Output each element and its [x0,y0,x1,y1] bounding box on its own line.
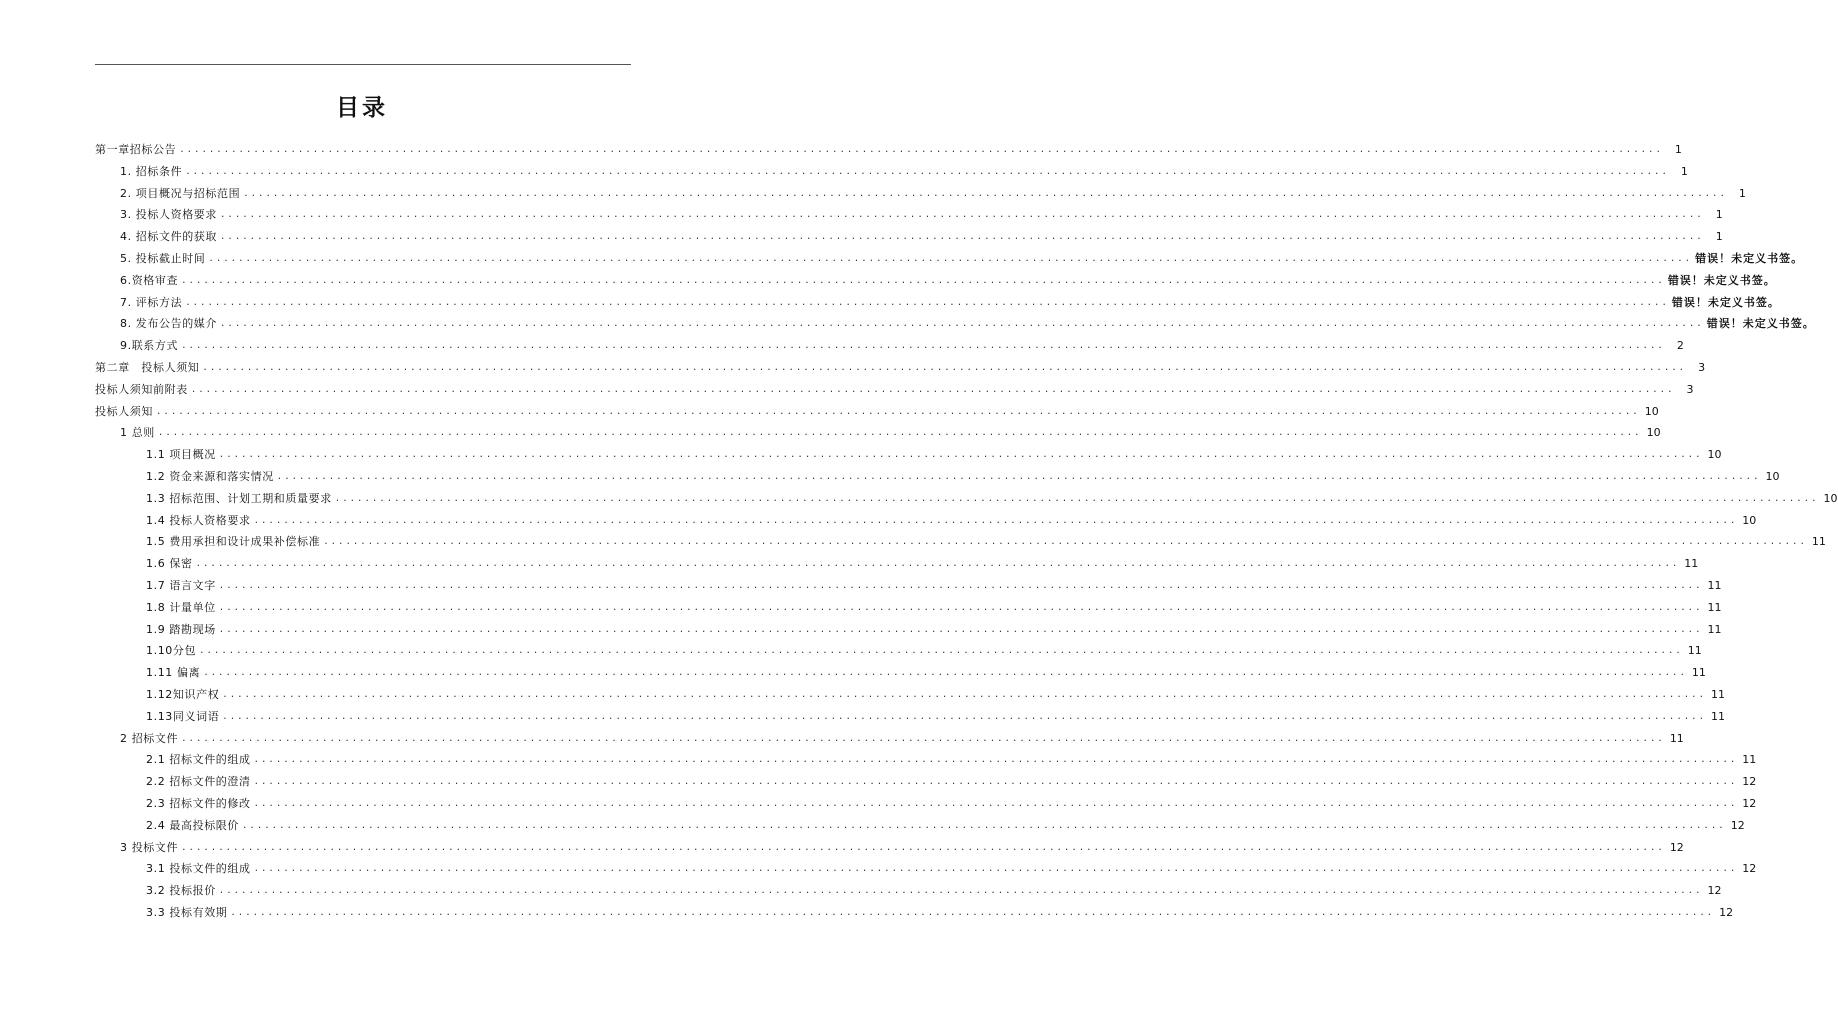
toc-leader-dots: ........................................................................................................................................................................................................ [220,319,1704,330]
toc-entry-label: 1.11 偏离 [146,666,201,680]
toc-entry-page: 11 [1707,622,1722,636]
toc-entry-page: 11 [1684,557,1699,571]
toc-entry-label: 投标人须知前附表 [95,382,188,396]
toc-leader-dots: ........................................................................................................................................................................................................ [185,166,1669,177]
toc-entry-label: 3.3 投标有效期 [146,906,228,919]
toc-entry[interactable] [0,533,1826,551]
toc-entry-label: 7. 评标方法 [120,295,183,309]
toc-leader-dots: ........................................................................................................................................................................................................ [220,210,1704,221]
toc-leader-dots: ........................................................................................................................................................................................................ [276,472,1761,482]
toc-entry-page: 10 [1644,404,1659,418]
toc-entry-page: 10 [1823,491,1838,505]
toc-entry-page: 11 [1687,644,1702,658]
toc-entry-page: 10 [1707,448,1722,462]
toc-leader-dots: ........................................................................................................................................................................................................ [222,690,1706,700]
toc-entry[interactable] [0,795,1757,813]
toc-entry[interactable] [0,315,1815,333]
toc-entry[interactable] [0,512,1757,530]
toc-leader-dots: ........................................................................................................................................................................................................ [218,886,1703,897]
toc-entry-page: 1 [1674,143,1682,156]
toc-leader-dots: ........................................................................................................................................................................................................ [242,820,1726,831]
toc-entry-page: 12 [1742,775,1757,789]
toc-entry[interactable] [0,163,1688,181]
toc-entry-page: 10 [1765,470,1780,483]
toc-entry-label: 1.13同义词语 [146,709,220,723]
toc-leader-dots: ........................................................................................................................................................................................................ [253,799,1738,809]
toc-entry[interactable] [0,577,1722,595]
toc-entry-page: 12 [1669,840,1684,854]
toc-entry[interactable] [0,424,1661,442]
toc-entry-label: 1.12知识产权 [146,688,220,701]
toc-entry[interactable] [0,555,1699,573]
header-rule [95,64,631,65]
toc-leader-dots: ........................................................................................................................................................................................................ [253,864,1738,875]
toc-entry[interactable] [0,294,1780,312]
toc-entry-label: 1.2 资金来源和落实情况 [146,470,274,483]
toc-entry[interactable] [0,185,1746,203]
toc-leader-dots: ........................................................................................................................................................................................................ [190,384,1675,395]
toc-entry-page: 11 [1691,666,1706,680]
toc-entry-error: 错误！未定义书签。 [1671,295,1780,309]
toc-leader-dots: ........................................................................................................................................................................................................ [253,755,1738,766]
toc-entry-page: 12 [1730,818,1745,832]
toc-leader-dots: ........................................................................................................................................................................................................ [218,450,1703,461]
toc-leader-dots: ........................................................................................................................................................................................................ [218,602,1703,613]
toc-entry-page: 12 [1742,862,1757,876]
toc-leader-dots: ........................................................................................................................................................................................................ [181,275,1665,286]
toc-leader-dots: ........................................................................................................................................................................................................ [203,668,1687,679]
toc-entry-label: 2.2 招标文件的澄清 [146,775,251,789]
toc-entry-label: 第一章招标公告 [95,143,177,156]
toc-entry[interactable] [0,468,1780,486]
toc-entry-page: 1 [1715,208,1723,222]
toc-entry-label: 3. 投标人资格要求 [120,208,217,222]
toc-leader-dots: ........................................................................................................................................................................................................ [243,188,1727,199]
toc-entry-page: 12 [1707,884,1722,898]
toc-entry[interactable] [0,730,1684,748]
toc-entry-page: 12 [1742,797,1757,810]
toc-entry[interactable] [0,882,1722,900]
toc-entry-page: 11 [1707,600,1722,614]
toc-entry-error: 错误！未定义书签。 [1695,252,1804,265]
toc-entry-label: 1. 招标条件 [120,164,183,178]
toc-entry-label: 第二章 投标人须知 [95,361,200,374]
toc-entry-label: 1.4 投标人资格要求 [146,513,251,527]
toc-entry[interactable] [0,817,1745,835]
toc-entry-page: 10 [1646,426,1661,440]
toc-entry[interactable] [0,337,1684,355]
toc-entry[interactable] [0,359,1706,377]
toc-entry-label: 2.3 招标文件的修改 [146,797,251,810]
toc-leader-dots: ........................................................................................................................................................................................................ [253,777,1738,788]
toc-entry-page: 2 [1676,339,1684,353]
toc-entry-page: 11 [1711,688,1725,701]
toc-leader-dots: ........................................................................................................................................................................................................ [218,581,1703,591]
toc-entry[interactable] [0,773,1757,791]
toc-leader-dots: ........................................................................................................................................................................................................ [230,908,1715,918]
toc-leader-dots: ........................................................................................................................................................................................................ [195,559,1680,570]
toc-entry[interactable] [0,839,1684,857]
toc-entry-error: 错误！未定义书签。 [1667,273,1776,287]
toc-entry-page: 3 [1686,382,1694,396]
toc-leader-dots: ........................................................................................................................................................................................................ [199,646,1683,657]
toc-entry[interactable] [0,642,1702,660]
toc-entry-page: 11 [1742,753,1757,767]
toc-entry[interactable] [0,206,1723,224]
toc-entry[interactable] [0,860,1757,878]
toc-entry-page: 1 [1715,230,1723,244]
toc-entry[interactable] [0,599,1722,617]
toc-entry-label: 投标人须知 [95,404,153,418]
toc-entry[interactable] [0,381,1694,399]
toc-leader-dots: ........................................................................................................................................................................................................ [208,254,1693,264]
toc-entry[interactable] [0,708,1725,726]
toc-entry-label: 1.1 项目概况 [146,448,216,462]
toc-entry-label: 1.7 语言文字 [146,579,216,592]
toc-entry-label: 1.5 费用承担和设计成果补偿标准 [146,535,321,549]
toc-entry[interactable] [0,686,1725,704]
toc-entry[interactable] [0,446,1722,464]
toc-entry[interactable] [0,403,1659,421]
toc-entry-label: 1.9 踏勘现场 [146,622,216,636]
toc-entry[interactable] [0,904,1734,922]
toc-entry-error: 错误！未定义书签。 [1706,317,1815,331]
toc-entry-label: 8. 发布公告的媒介 [120,317,217,331]
toc-entry-label: 6.资格审查 [120,273,179,287]
toc-entry-page: 1 [1680,164,1688,178]
toc-leader-dots: ........................................................................................................................................................................................................ [253,515,1738,526]
toc-entry[interactable] [0,664,1706,682]
toc-entry-label: 9.联系方式 [120,339,179,353]
toc-entry-label: 2.4 最高投标限价 [146,818,239,832]
toc-entry-label: 3.1 投标文件的组成 [146,862,251,876]
toc-entry-label: 1 总则 [120,426,155,440]
toc-entry-page: 10 [1742,513,1757,527]
toc-leader-dots: ........................................................................................................................................................................................................ [220,232,1704,243]
toc-entry-label: 1.3 招标范围、计划工期和质量要求 [146,491,332,505]
toc-entry-page: 12 [1719,906,1734,919]
toc-entry-label: 1.10分包 [146,644,197,658]
toc-entry-page: 11 [1669,731,1684,745]
toc-leader-dots: ........................................................................................................................................................................................................ [179,145,1663,155]
toc-entry[interactable] [0,250,1804,268]
toc-entry[interactable] [0,272,1776,290]
toc-entry-page: 11 [1811,535,1826,549]
toc-leader-dots: ........................................................................................................................................................................................................ [202,363,1687,373]
toc-entry-label: 3 投标文件 [120,840,179,854]
page-title: 目录 [336,95,388,121]
toc-entry[interactable] [0,490,1838,508]
toc-entry-page: 1 [1738,186,1746,200]
toc-leader-dots: ........................................................................................................................................................................................................ [323,537,1807,548]
toc-leader-dots: ........................................................................................................................................................................................................ [157,428,1642,439]
toc-leader-dots: ........................................................................................................................................................................................................ [156,406,1640,417]
toc-entry-label: 2. 项目概况与招标范围 [120,186,241,200]
toc-entry-label: 3.2 投标报价 [146,884,216,898]
toc-leader-dots: ........................................................................................................................................................................................................ [181,733,1665,744]
toc-entry[interactable] [0,141,1682,159]
toc-entry-label: 2 招标文件 [120,731,179,745]
toc-leader-dots: ........................................................................................................................................................................................................ [181,842,1665,853]
toc-entry[interactable] [0,751,1757,769]
toc-leader-dots: ........................................................................................................................................................................................................ [334,493,1819,504]
toc-entry[interactable] [0,228,1723,246]
toc-entry-label: 2.1 招标文件的组成 [146,753,251,767]
toc-entry-label: 5. 投标截止时间 [120,252,206,265]
toc-leader-dots: ........................................................................................................................................................................................................ [222,711,1706,722]
toc-entry-label: 1.6 保密 [146,557,193,571]
toc-entry-label: 4. 招标文件的获取 [120,230,217,244]
toc-entry-page: 3 [1698,361,1706,374]
toc-entry-page: 11 [1707,579,1722,592]
toc-entry[interactable] [0,621,1722,639]
toc-leader-dots: ........................................................................................................................................................................................................ [185,297,1669,308]
toc-entry-page: 11 [1711,709,1725,723]
toc-leader-dots: ........................................................................................................................................................................................................ [181,341,1665,352]
toc-entry-label: 1.8 计量单位 [146,600,216,614]
toc-leader-dots: ........................................................................................................................................................................................................ [218,624,1703,635]
